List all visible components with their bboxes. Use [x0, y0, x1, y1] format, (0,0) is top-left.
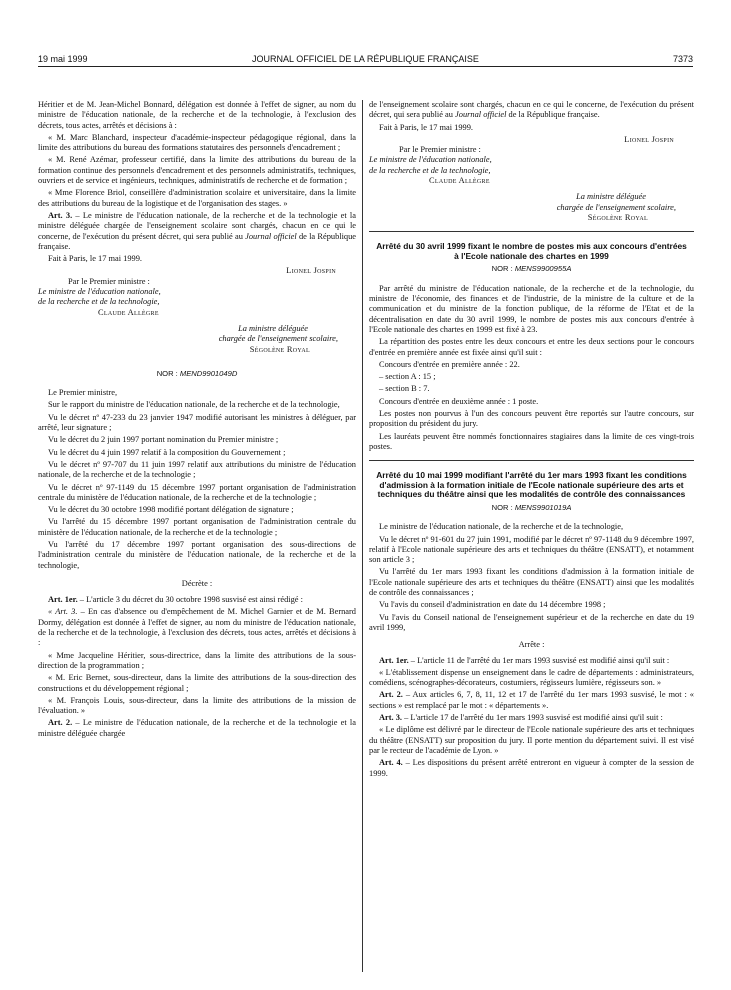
article-text: – Le ministre de l'éducation nationale, de la recherche et de la technologie et la ministre déléguée chargée de l'enseignement scolaire sont chargés, chacun en ce qui le concerne, de l'exécution du présent décret, qui sera publié au	[38, 210, 356, 241]
section-separator	[369, 231, 694, 232]
visa: Vu le décret nº 47-233 du 23 janvier 1947 modifié autorisant les ministres à déléguer, par arrêté, leur signature ;	[38, 412, 356, 433]
article-label: Art. 4.	[379, 758, 403, 768]
visa: Vu le décret du 30 octobre 1998 modifié portant délégation de signature ;	[48, 505, 294, 515]
paragraph: « Mme Jacqueline Héritier, sous-directrice, dans la limite des attributions de la sous-direction de la programmation ;	[38, 650, 356, 670]
visa: Vu l'avis du conseil d'administration en date du 14 décembre 1998 ;	[379, 600, 606, 610]
header-rule	[38, 66, 693, 67]
paragraph: Concours d'entrée en première année : 22.	[379, 359, 520, 369]
paragraph-text-end: de la République française.	[506, 110, 600, 120]
visa: Vu le décret nº 97-707 du 11 juin 1997 relatif aux attributions du ministre de l'éducation nationale, de la recherche et de la technologie ;	[38, 459, 356, 480]
journal-officiel-ref: Journal officiel	[455, 110, 507, 120]
paragraph: « M. René Azémar, professeur certifié, dans la limite des attributions du bureau de la formation continue des personnels d'encadrement et des personnels administratifs, techniques, ouvriers et de service et ingénieurs, techniques, administratifs de recherche et de formation ;	[38, 155, 356, 186]
minister-title-2: de la recherche et de la technologie,	[38, 297, 160, 307]
nor-reference	[369, 503, 694, 513]
minister-signature: Claude Allègre	[98, 307, 159, 317]
article-label: Art. 3.	[48, 210, 73, 220]
decrete: Décrète :	[181, 578, 213, 588]
signature-pm: Lionel Jospin	[286, 266, 336, 276]
paragraph: – section A : 15 ;	[379, 372, 436, 382]
nor-label: NOR :	[156, 368, 180, 378]
visa: Vu le décret du 2 juin 1997 portant nomination du Premier ministre ;	[48, 435, 279, 445]
header-journal-title: JOURNAL OFFICIEL DE LA RÉPUBLIQUE FRANÇAISE	[252, 54, 479, 64]
paragraph: « M. Marc Blanchard, inspecteur d'académie-inspecteur pédagogique régional, dans la limite des attributions du bureau des formations statutaires des personnels d'encadrement ;	[38, 132, 356, 153]
article-4	[369, 758, 694, 779]
nor-label: NOR :	[491, 264, 515, 274]
arrete-heading: Arrête :	[518, 640, 545, 650]
left-column	[38, 100, 356, 741]
fait-a-paris: Fait à Paris, le 17 mai 1999.	[379, 122, 473, 132]
article-3	[369, 713, 694, 723]
paragraph: Les postes non pourvus à l'un des concours peuvent être reportés sur l'autre concours, sur proposition du président du jury.	[369, 409, 694, 429]
journal-officiel-ref: Journal officiel	[245, 231, 297, 241]
paragraph: La répartition des postes entre les deux concours et entre les deux sections pour le concours d'entrée en première année est fixée ainsi qu'il suit :	[369, 337, 694, 357]
paragraph: « Mme Florence Briol, conseillère d'administration scolaire et universitaire, dans la limite des attributions du bureau de la logistique et de l'organisation des stages. »	[38, 188, 356, 208]
delegate-title-2: chargée de l'enseignement scolaire,	[556, 202, 676, 212]
article-label: Art. 1er.	[379, 655, 409, 665]
right-column	[369, 100, 694, 781]
visa: Vu l'arrêté du 17 décembre 1997 portant organisation des sous-directions de l'administration centrale du ministère de l'éducation nationale, de la recherche et de la technologie,	[38, 539, 356, 570]
section-separator	[369, 460, 694, 461]
article-text: – Le ministre de l'éducation nationale, de la recherche et de la technologie et la ministre déléguée chargée	[38, 718, 356, 738]
visa: Vu l'arrêté du 1er mars 1993 fixant les conditions d'admission à la formation initiale de l'Ecole nationale supérieure des arts et techniques du théâtre (ENSATT) ainsi que les modalités de contrôle des connaissances ;	[369, 567, 694, 598]
arrete-title-2: Arrêté du 10 mai 1999 modifiant l'arrêté du 1er mars 1993 fixant les conditions d'admission à la formation initiale de l'Ecole nationale supérieure des arts et techniques du théâtre ainsi que les modalités de contrôle des connaissances	[376, 470, 687, 500]
article-text: – L'article 3 du décret du 30 octobre 1998 susvisé est ainsi rédigé :	[77, 595, 303, 605]
article-text: – En cas d'absence ou d'empêchement de M. Michel Garnier et de M. Bernard Dormy, délégation est donnée à l'effet de signer, au nom du ministre de l'éducation nationale, de la recherche et de la technologie, à l'exclusion des décrets, tous actes, arrêtés et décisions à :	[38, 607, 356, 648]
visa: Vu l'arrêté du 15 décembre 1997 portant organisation de l'administration centrale du ministère de l'éducation nationale, de la recherche et de la technologie ;	[38, 517, 356, 537]
delegate-signature: Ségolène Royal	[249, 344, 310, 354]
nor-reference	[369, 264, 694, 274]
paragraph: Héritier et de M. Jean-Michel Bonnard, délégation est donnée à l'effet de signer, au nom du ministre de l'éducation nationale, de la recherche et de la technologie, à l'exclusion des décrets, tous actes, arrêtés et décisions à :	[38, 100, 356, 130]
signature-pm: Lionel Jospin	[624, 134, 674, 144]
paragraph-text: de l'enseignement scolaire sont chargés, chacun en ce qui le concerne, de l'exécution du présent décret, qui sera publié au	[369, 100, 694, 120]
nor-code: MENS9901019A	[514, 502, 572, 512]
paragraph: « M. Eric Bernet, sous-directeur, dans la limite des attributions de la sous-direction des constructions et du développement régional ;	[38, 673, 356, 693]
paragraph: Par arrêté du ministre de l'éducation nationale, de la recherche et de la technologie, du ministre de l'économie, des finances et de l'industrie, de la ministre de la culture et de la communication et du ministre de la fonction publique, de la réforme de l'Etat et de la décentralisation en date du 30 avril 1999, le nombre de postes mis aux concours d'entrée à l'Ecole nationale des chartes en 1999 est fixé à 23.	[369, 283, 694, 334]
article-3	[38, 211, 356, 252]
par-premier-ministre: Par le Premier ministre :	[399, 145, 481, 155]
article-label: Art. 3.	[379, 713, 403, 723]
nor-reference	[38, 369, 356, 379]
article-label: « Art. 3.	[48, 607, 78, 617]
article-1	[369, 656, 694, 666]
delegate-title-1: La ministre déléguée	[576, 192, 646, 202]
paragraph: « L'établissement dispense un enseignement dans le cadre de départements : administrateurs, comédiens, scénographes-décorateurs, costumiers, régisseurs lumière, régisseurs son. »	[369, 667, 694, 688]
nor-code: MENS9900955A	[514, 264, 572, 274]
article-3-quoted	[38, 607, 356, 648]
paragraph: Concours d'entrée en deuxième année : 1 poste.	[379, 396, 539, 406]
article-label: Art. 1er.	[48, 595, 78, 605]
visa: Le Premier ministre,	[48, 388, 118, 398]
article-2	[38, 718, 356, 739]
article-text-end: de la République française.	[38, 231, 357, 251]
paragraph: Les lauréats peuvent être nommés fonctionnaires stagiaires dans la limite de ces vingt-trois postes.	[369, 431, 694, 451]
article-text: – L'article 11 de l'arrêté du 1er mars 1993 susvisé est modifié ainsi qu'il suit :	[408, 655, 670, 665]
fait-a-paris: Fait à Paris, le 17 mai 1999.	[48, 254, 142, 264]
paragraph: Le ministre de l'éducation nationale, de la recherche et de la technologie,	[379, 522, 624, 532]
article-text: – Les dispositions du présent arrêté entreront en vigueur à compter de la session de 1999.	[369, 758, 694, 778]
paragraph: « Le diplôme est délivré par le directeur de l'Ecole nationale supérieure des arts et techniques du théâtre (ENSATT) sur proposition du jury. Il porte mention du département suivi. Il est visé par le recteur de l'académie de Lyon. »	[369, 725, 694, 755]
visa: Vu le décret du 4 juin 1997 relatif à la composition du Gouvernement ;	[48, 447, 286, 457]
column-divider	[362, 100, 363, 972]
delegate-title-1: La ministre déléguée	[238, 323, 308, 333]
minister-title-1: Le ministre de l'éducation nationale,	[38, 287, 161, 297]
paragraph: « M. François Louis, sous-directeur, dans la limite des attributions de la mission de l'évaluation. »	[38, 695, 356, 716]
article-2	[369, 690, 694, 711]
article-label: Art. 2.	[379, 690, 403, 700]
visa: Vu le décret nº 97-1149 du 15 décembre 1997 portant organisation de l'administration centrale du ministère de l'éducation nationale, de la recherche et de la technologie ;	[38, 482, 356, 502]
article-label: Art. 2.	[48, 718, 73, 728]
header-date: 19 mai 1999	[38, 54, 88, 64]
minister-title-1: Le ministre de l'éducation nationale,	[369, 155, 492, 165]
visa: Vu l'avis du Conseil national de l'enseignement supérieur et de la recherche en date du 19 avril 1999,	[369, 612, 694, 632]
visa: Vu le décret nº 91-601 du 27 juin 1991, modifié par le décret nº 97-1148 du 9 décembre 1997, relatif à l'Ecole nationale supérieure des arts et techniques du théâtre (ENSATT), et notamment son article 3 ;	[369, 534, 694, 565]
continuation	[369, 100, 694, 121]
delegate-title-2: chargée de l'enseignement scolaire,	[218, 334, 338, 344]
delegate-signature: Ségolène Royal	[587, 212, 648, 222]
article-text: – L'article 17 de l'arrêté du 1er mars 1993 susvisé est modifié ainsi qu'il suit :	[402, 713, 663, 723]
minister-signature: Claude Allègre	[429, 176, 490, 186]
arrete-title-1: Arrêté du 30 avril 1999 fixant le nombre de postes mis aux concours d'entrées à l'Ecole nationale des chartes en 1999	[376, 241, 687, 261]
minister-title-2: de la recherche et de la technologie,	[369, 165, 491, 175]
header-page-number: 7373	[672, 54, 693, 64]
nor-label: NOR :	[491, 502, 515, 512]
par-premier-ministre: Par le Premier ministre :	[68, 276, 150, 286]
nor-code: MEND9901049D	[179, 368, 238, 378]
article-1	[38, 595, 356, 605]
article-text: – Aux articles 6, 7, 8, 11, 12 et 17 de l'arrêté du 1er mars 1993 susvisé, le mot : « sections » est remplacé par le mot : « départements ».	[369, 690, 694, 710]
paragraph: – section B : 7.	[379, 384, 430, 394]
visa: Sur le rapport du ministre de l'éducation nationale, de la recherche et de la technologie,	[48, 400, 340, 410]
